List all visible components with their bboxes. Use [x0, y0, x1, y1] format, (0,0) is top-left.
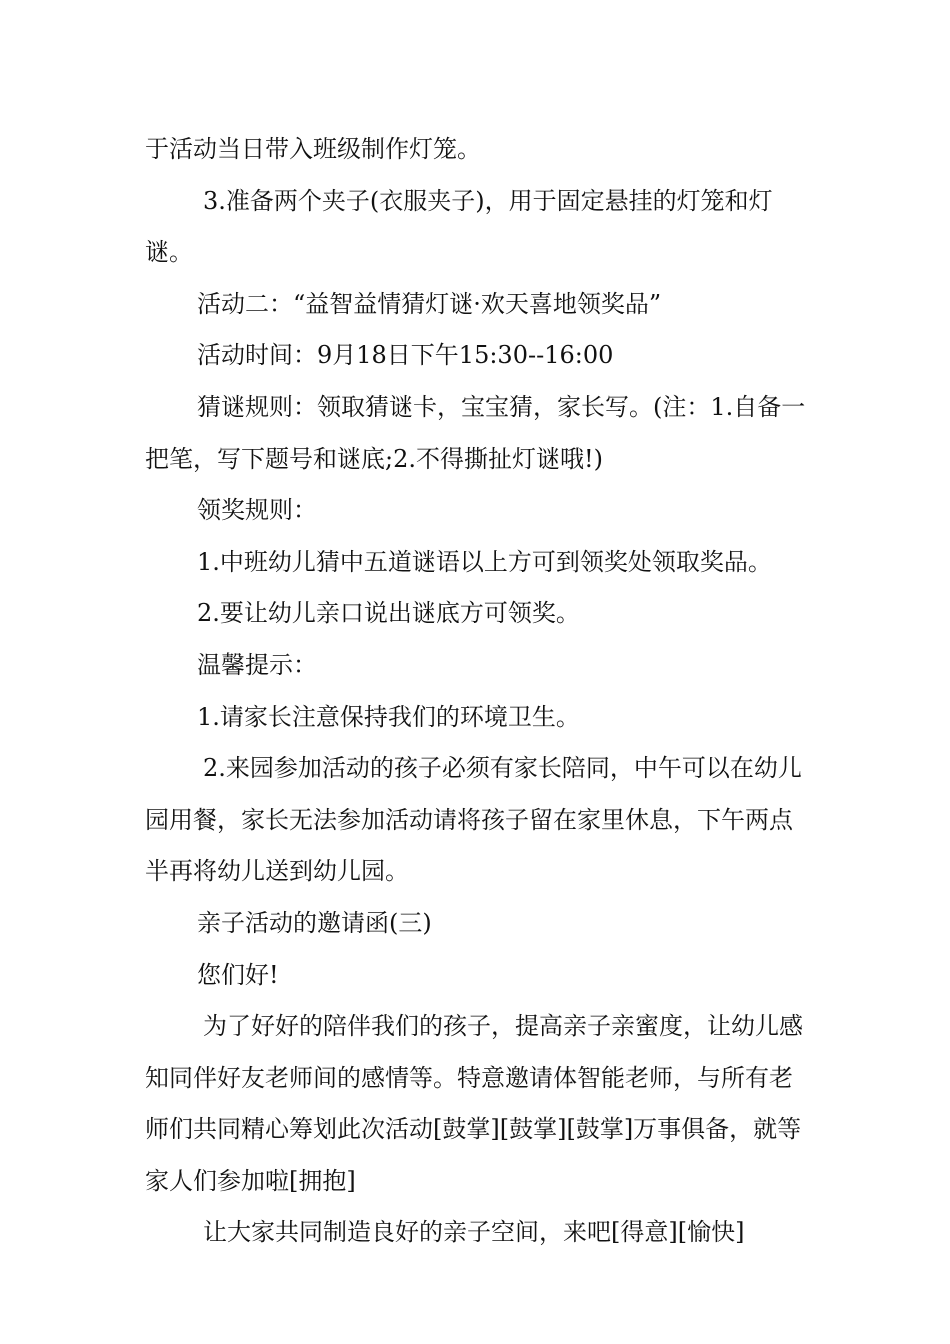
paragraph-tips-heading: 温馨提示：	[197, 650, 317, 679]
paragraph-continuation: 于活动当日带入班级制作灯笼。	[145, 135, 481, 163]
paragraph-prep-item-3: 3.准备两个夹子(衣服夹子)，用于固定悬挂的灯笼和灯谜。	[145, 186, 773, 267]
paragraph-activity-two-title: 活动二：“益智益情猜灯谜·欢天喜地领奖品”	[197, 289, 662, 318]
paragraph-greeting: 您们好!	[197, 960, 279, 989]
paragraph-invitation-closing: 让大家共同制造良好的亲子空间，来吧[得意][愉快]	[203, 1218, 745, 1247]
paragraph-invitation-body: 为了好好的陪伴我们的孩子，提高亲子亲蜜度，让幼儿感知同伴好友老师间的感情等。特意邀请体智能老师，与所有老师们共同精心筹划此次活动[鼓掌][鼓掌][鼓掌]万事俱备，就等家人们参加啦[拥抱]	[145, 1012, 803, 1195]
paragraph-award-rule-2: 2.要让幼儿亲口说出谜底方可领奖。	[197, 599, 580, 628]
paragraph-activity-time: 活动时间：9月18日下午15:30--16:00	[197, 341, 614, 370]
paragraph-tip-2: 2.来园参加活动的孩子必须有家长陪同，中午可以在幼儿园用餐，家长无法参加活动请将孩子留在家里休息，下午两点半再将幼儿送到幼儿园。	[145, 754, 802, 886]
paragraph-award-rules-heading: 领奖规则：	[197, 496, 317, 525]
paragraph-tip-1: 1.请家长注意保持我们的环境卫生。	[197, 702, 580, 731]
paragraph-invitation-three-title: 亲子活动的邀请函(三)	[197, 908, 432, 937]
paragraph-award-rule-1: 1.中班幼儿猜中五道谜语以上方可到领奖处领取奖品。	[197, 547, 772, 576]
paragraph-guess-rules: 猜谜规则：领取猜谜卡，宝宝猜，家长写。(注：1.自备一把笔，写下题号和谜底;2.不得撕扯灯谜哦!)	[145, 392, 806, 473]
document-body	[145, 124, 810, 1259]
